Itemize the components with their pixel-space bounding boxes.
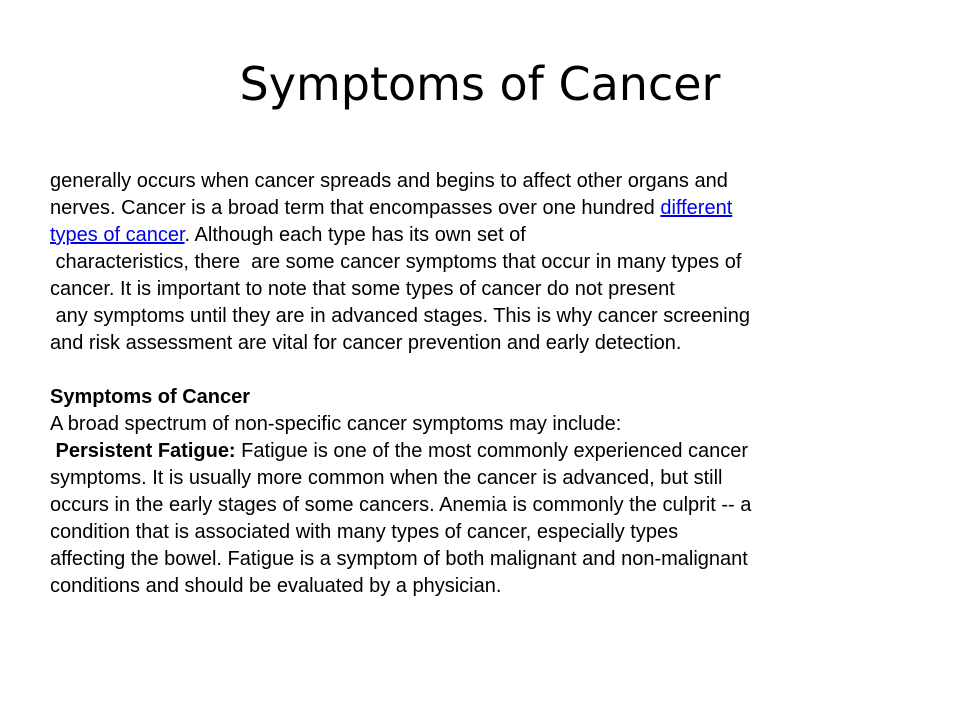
- paragraph-line: condition that is associated with many types of cancer, especially types: [50, 521, 679, 543]
- paragraph-line: affecting the bowel. Fatigue is a symptom of both malignant and non-malignant: [50, 548, 748, 570]
- different-types-link-part1[interactable]: different: [660, 197, 733, 219]
- paragraph-text: nerves. Cancer is a broad term that encompasses over one hundred: [50, 197, 661, 219]
- paragraph-line: symptoms. It is usually more common when the cancer is advanced, but still: [50, 467, 723, 489]
- different-types-link-part2[interactable]: types of cancer: [50, 224, 185, 246]
- paragraph-line: [50, 222, 910, 249]
- blank-line: [50, 357, 910, 384]
- paragraph-line: cancer. It is important to note that some types of cancer do not present: [50, 278, 675, 300]
- paragraph-line: occurs in the early stages of some cancers. Anemia is commonly the culprit -- a: [50, 494, 752, 516]
- paragraph-line: generally occurs when cancer spreads and begins to affect other organs and: [50, 170, 728, 192]
- paragraph-line: [50, 438, 910, 465]
- paragraph-line: conditions and should be evaluated by a physician.: [50, 575, 502, 597]
- paragraph-line: [50, 195, 910, 222]
- slide-body: [50, 168, 910, 600]
- paragraph-line: and risk assessment are vital for cancer prevention and early detection.: [50, 332, 682, 354]
- fatigue-label: Persistent Fatigue:: [50, 440, 236, 462]
- paragraph-line: characteristics, there are some cancer symptoms that occur in many types of: [50, 251, 742, 273]
- paragraph-text: . Although each type has its own set of: [184, 224, 526, 246]
- section-heading: Symptoms of Cancer: [50, 386, 251, 408]
- paragraph-text: Fatigue is one of the most commonly experienced cancer: [235, 440, 749, 462]
- paragraph-line: any symptoms until they are in advanced stages. This is why cancer screening: [50, 305, 750, 327]
- slide-title: Symptoms of Cancer: [239, 57, 721, 111]
- section-intro: A broad spectrum of non-specific cancer symptoms may include:: [50, 413, 622, 435]
